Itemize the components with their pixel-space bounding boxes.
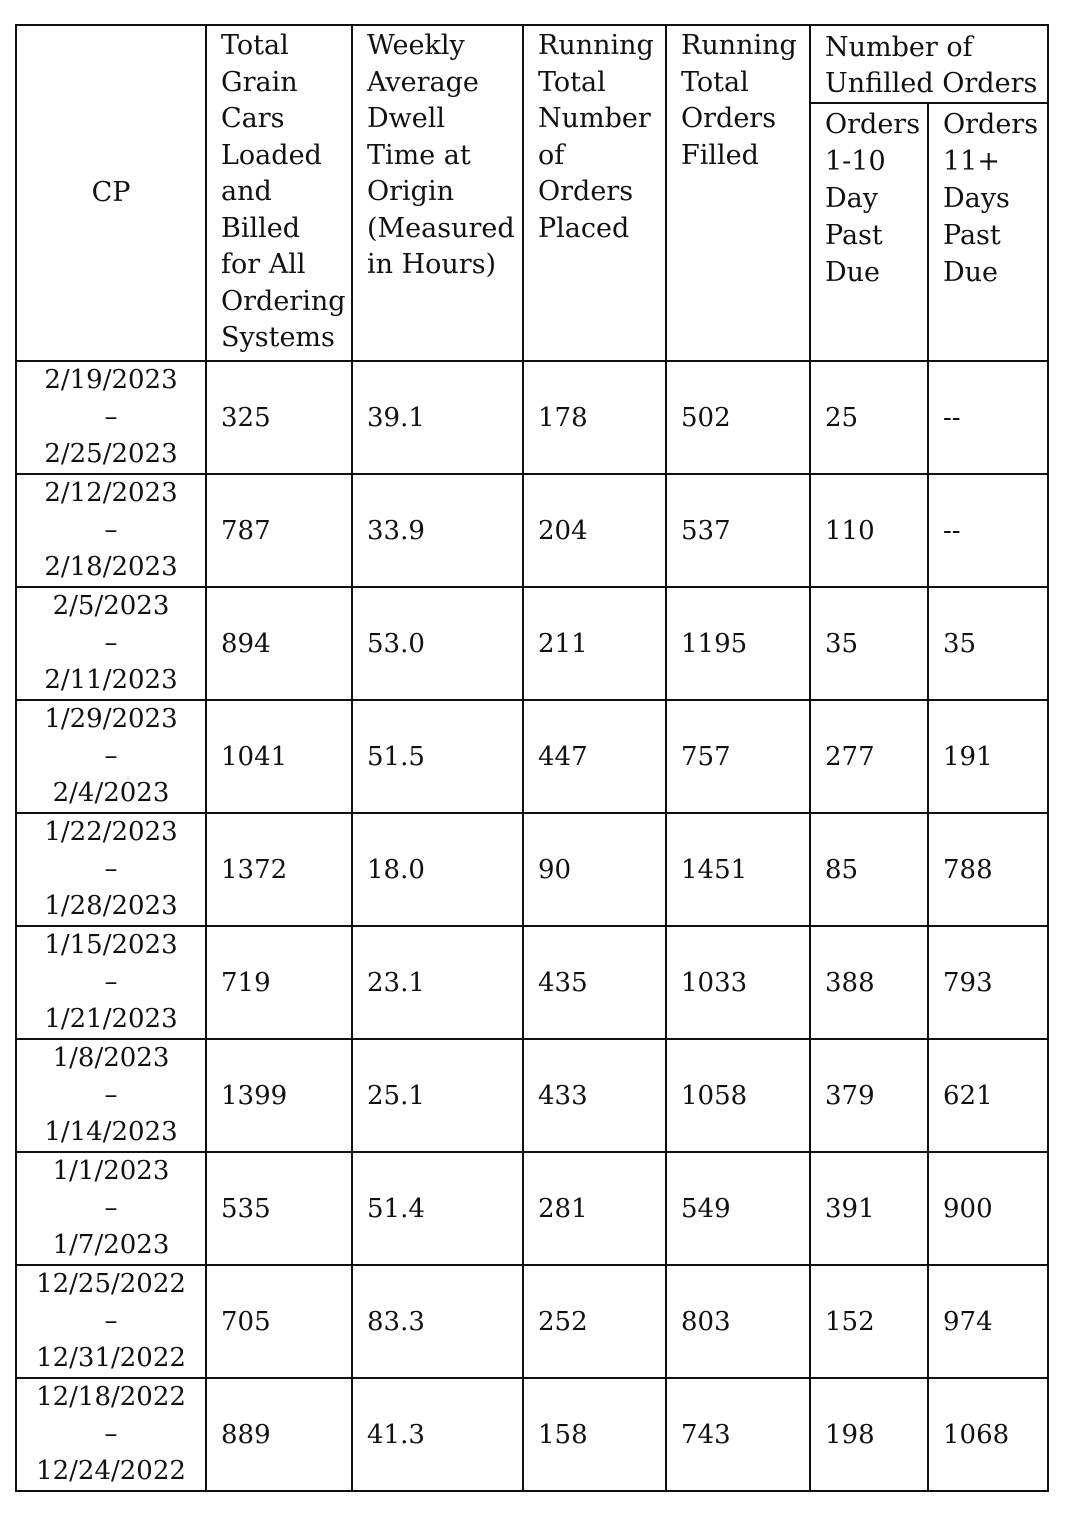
header-line: Ordering [221, 285, 346, 317]
cell-orders-filled: 1033 [666, 926, 810, 1039]
cell-orders-11-plus-days: 788 [928, 813, 1048, 926]
header-line: Average [367, 66, 479, 98]
cp-date-range [16, 700, 206, 813]
header-line: Unfilled Orders [825, 68, 1038, 99]
date-end: 2/4/2023 [52, 778, 170, 808]
cell-orders-1-10-days: 35 [810, 587, 928, 700]
cell-dwell-time: 83.3 [352, 1265, 523, 1378]
cell-dwell-time: 41.3 [352, 1378, 523, 1491]
header-line: Placed [538, 212, 630, 244]
date-start: 12/25/2022 [36, 1269, 186, 1299]
cell-orders-filled: 502 [666, 361, 810, 474]
header-line: Number [538, 103, 651, 134]
table-row [16, 474, 1048, 587]
header-line: Orders [538, 176, 634, 207]
date-end: 1/21/2023 [44, 1004, 178, 1034]
date-start: 1/15/2023 [44, 930, 178, 960]
date-sep: – [104, 1306, 118, 1336]
cell-orders-placed: 178 [523, 361, 666, 474]
date-sep: – [104, 854, 118, 884]
cell-total-grain-cars: 1399 [206, 1039, 352, 1152]
header-orders-filled [666, 25, 810, 361]
cell-orders-placed: 281 [523, 1152, 666, 1265]
cp-date-range [16, 926, 206, 1039]
header-line: Orders [681, 103, 777, 134]
cp-date-range [16, 1039, 206, 1152]
cp-date-range [16, 1152, 206, 1265]
cell-orders-11-plus-days: 793 [928, 926, 1048, 1039]
cell-orders-1-10-days: 391 [810, 1152, 928, 1265]
header-orders-1-10-days [810, 103, 928, 361]
cell-orders-1-10-days: 85 [810, 813, 928, 926]
date-start: 1/22/2023 [44, 817, 178, 847]
date-sep: – [104, 967, 118, 997]
cp-date-range [16, 474, 206, 587]
table-row [16, 1039, 1048, 1152]
header-line: Total [681, 66, 749, 98]
cp-date-range [16, 361, 206, 474]
header-line: Filled [681, 139, 759, 171]
cell-orders-filled: 757 [666, 700, 810, 813]
header-line: Past [825, 220, 883, 251]
cell-orders-placed: 204 [523, 474, 666, 587]
header-line: of [538, 139, 565, 171]
cell-total-grain-cars: 1372 [206, 813, 352, 926]
report-table-wrapper [15, 24, 1049, 1492]
header-total-grain-cars [206, 25, 352, 361]
date-start: 12/18/2022 [36, 1382, 186, 1412]
header-line: Dwell [367, 103, 446, 134]
cell-dwell-time: 33.9 [352, 474, 523, 587]
date-sep: – [104, 1080, 118, 1110]
header-line: Running [681, 30, 797, 61]
table-row [16, 1265, 1048, 1378]
date-start: 1/1/2023 [52, 1156, 170, 1186]
header-line: Day [825, 183, 878, 214]
header-line: Origin [367, 176, 454, 207]
cell-orders-filled: 803 [666, 1265, 810, 1378]
date-end: 12/24/2022 [36, 1456, 186, 1486]
cell-orders-filled: 743 [666, 1378, 810, 1491]
header-line: Past [943, 220, 1001, 251]
date-end: 2/18/2023 [44, 552, 178, 582]
cell-orders-placed: 211 [523, 587, 666, 700]
date-sep: – [104, 402, 118, 432]
date-end: 1/14/2023 [44, 1117, 178, 1147]
cp-date-range [16, 813, 206, 926]
date-end: 1/7/2023 [52, 1230, 170, 1260]
table-row [16, 361, 1048, 474]
table-header [16, 25, 1048, 361]
header-line: Billed [221, 212, 301, 244]
table-row [16, 587, 1048, 700]
cell-total-grain-cars: 889 [206, 1378, 352, 1491]
cell-dwell-time: 25.1 [352, 1039, 523, 1152]
header-line: Total [538, 66, 606, 98]
header-line: and [221, 176, 272, 207]
cell-orders-placed: 433 [523, 1039, 666, 1152]
cp-date-range [16, 587, 206, 700]
header-line: in Hours) [367, 249, 497, 280]
date-end: 12/31/2022 [36, 1343, 186, 1373]
cell-dwell-time: 39.1 [352, 361, 523, 474]
date-end: 2/11/2023 [44, 665, 178, 695]
header-line: Days [943, 183, 1010, 214]
cell-total-grain-cars: 1041 [206, 700, 352, 813]
cell-orders-placed: 435 [523, 926, 666, 1039]
header-orders-11-plus-days [928, 103, 1048, 361]
cell-orders-filled: 549 [666, 1152, 810, 1265]
date-sep: – [104, 741, 118, 771]
cell-orders-filled: 1195 [666, 587, 810, 700]
header-line: Cars [221, 103, 285, 134]
cell-orders-1-10-days: 388 [810, 926, 928, 1039]
header-line: Due [943, 257, 999, 288]
cell-total-grain-cars: 535 [206, 1152, 352, 1265]
cell-orders-11-plus-days: 191 [928, 700, 1048, 813]
header-line: Time at [367, 139, 471, 171]
header-dwell-time [352, 25, 523, 361]
cell-orders-1-10-days: 110 [810, 474, 928, 587]
cell-orders-1-10-days: 25 [810, 361, 928, 474]
table-row [16, 1378, 1048, 1491]
date-start: 2/5/2023 [52, 591, 170, 621]
header-line: Systems [221, 322, 335, 353]
cell-orders-placed: 90 [523, 813, 666, 926]
cell-orders-11-plus-days: 1068 [928, 1378, 1048, 1491]
table-row [16, 1152, 1048, 1265]
cell-orders-11-plus-days: 974 [928, 1265, 1048, 1378]
cp-date-range [16, 1265, 206, 1378]
table-body [16, 361, 1048, 1491]
header-line: Running [538, 30, 654, 61]
cell-orders-placed: 447 [523, 700, 666, 813]
header-unfilled-orders [810, 25, 1048, 103]
cell-dwell-time: 51.4 [352, 1152, 523, 1265]
cell-orders-filled: 1451 [666, 813, 810, 926]
cell-total-grain-cars: 719 [206, 926, 352, 1039]
grain-car-report-table [15, 24, 1049, 1492]
header-line: 1-10 [825, 146, 886, 177]
header-line: (Measured [367, 212, 515, 244]
date-start: 1/8/2023 [52, 1043, 170, 1073]
cell-orders-filled: 537 [666, 474, 810, 587]
cell-orders-filled: 1058 [666, 1039, 810, 1152]
date-start: 2/12/2023 [44, 478, 178, 508]
cell-total-grain-cars: 894 [206, 587, 352, 700]
header-line: Grain [221, 66, 298, 98]
cell-orders-1-10-days: 152 [810, 1265, 928, 1378]
table-row [16, 926, 1048, 1039]
header-line: Total [221, 30, 289, 61]
header-line: Orders [943, 109, 1039, 140]
cell-total-grain-cars: 325 [206, 361, 352, 474]
cell-dwell-time: 51.5 [352, 700, 523, 813]
header-line: for All [221, 249, 306, 280]
date-end: 2/25/2023 [44, 439, 178, 469]
cp-date-range [16, 1378, 206, 1491]
cell-orders-placed: 158 [523, 1378, 666, 1491]
cell-orders-1-10-days: 379 [810, 1039, 928, 1152]
date-sep: – [104, 1193, 118, 1223]
header-line: Orders [825, 109, 921, 140]
cell-dwell-time: 23.1 [352, 926, 523, 1039]
date-end: 1/28/2023 [44, 891, 178, 921]
header-line: Loaded [221, 139, 322, 171]
header-cp: CP [16, 25, 206, 361]
header-orders-placed [523, 25, 666, 361]
cell-orders-1-10-days: 198 [810, 1378, 928, 1491]
cell-orders-11-plus-days: 900 [928, 1152, 1048, 1265]
header-line: Due [825, 257, 881, 288]
table-row [16, 813, 1048, 926]
cell-dwell-time: 18.0 [352, 813, 523, 926]
cell-orders-placed: 252 [523, 1265, 666, 1378]
cell-total-grain-cars: 705 [206, 1265, 352, 1378]
header-line: 11+ [943, 146, 1000, 177]
cell-orders-11-plus-days: 621 [928, 1039, 1048, 1152]
cell-orders-11-plus-days: -- [928, 361, 1048, 474]
date-start: 2/19/2023 [44, 365, 178, 395]
date-sep: – [104, 1419, 118, 1449]
table-row [16, 700, 1048, 813]
cell-orders-1-10-days: 277 [810, 700, 928, 813]
header-line: Number of [825, 32, 973, 63]
header-row-1 [16, 25, 1048, 103]
date-start: 1/29/2023 [44, 704, 178, 734]
date-sep: – [104, 628, 118, 658]
header-line: Weekly [367, 30, 465, 61]
cell-total-grain-cars: 787 [206, 474, 352, 587]
cell-dwell-time: 53.0 [352, 587, 523, 700]
cell-orders-11-plus-days: 35 [928, 587, 1048, 700]
date-sep: – [104, 515, 118, 545]
cell-orders-11-plus-days: -- [928, 474, 1048, 587]
